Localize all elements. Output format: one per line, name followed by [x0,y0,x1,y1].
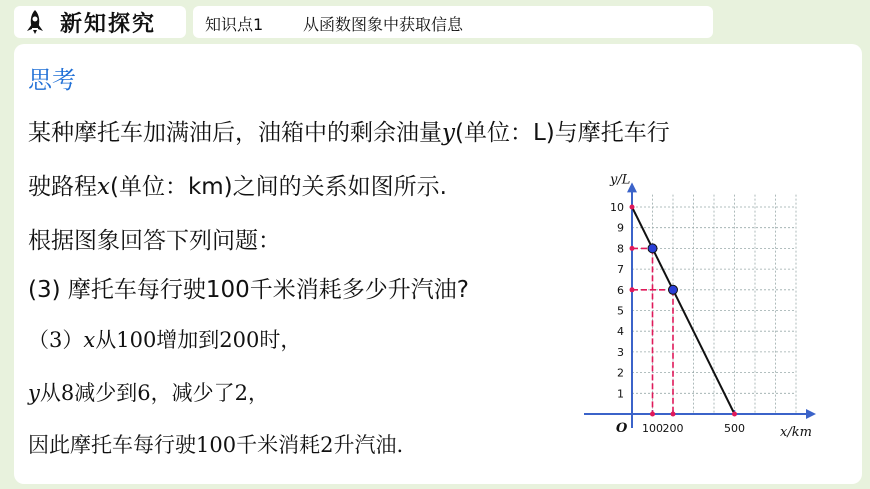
header [0,0,870,44]
function-graph [562,174,822,454]
solution-text: 从8减少到6，减少了2， [39,381,269,405]
solution-line-1 [28,324,301,354]
variable-x: x [83,328,96,352]
solution-line-2 [28,377,269,407]
y-axis-label: y/L [610,174,631,188]
x-tick-label: 500 [724,422,745,435]
problem-line-3: 根据图象回答下列问题： [28,228,281,254]
x-axis-label: x/km [780,425,812,440]
variable-x: x [97,174,110,200]
origin-label: O [616,421,628,436]
variable-y: y [28,381,40,405]
problem-text: 某种摩托车加满油后，油箱中的剩余油量 [28,120,442,146]
y-tick-label: 6 [617,283,624,297]
y-tick-label: 2 [617,366,624,380]
x-tick-label: 100 [642,422,663,435]
y-tick-label: 7 [617,263,624,277]
endpoint-marker [732,412,737,417]
y-tick-label: 5 [617,304,624,318]
x-axis-arrow [806,409,816,419]
solution-text: 从100增加到200时， [95,328,302,352]
solution-line-3: 因此摩托车每行驶100千米消耗2升汽油. [28,433,404,457]
topic-text: 从函数图象中获取信息 [303,15,464,34]
x-marker [650,412,655,417]
y-tick-label: 8 [617,242,624,256]
problem-text: (单位：L)与摩托车行 [455,120,670,146]
think-label: 思考 [28,66,76,94]
endpoint-marker [630,205,635,210]
question-3: (3) 摩托车每行驶100千米消耗多少升汽油? [28,277,469,303]
rocket-icon [22,9,48,35]
problem-line-2 [28,168,447,201]
section-title: 新知探究 [60,12,157,37]
problem-text: 驶路程 [28,174,97,200]
x-marker [671,412,676,417]
highlight-point [669,285,678,294]
y-tick-label: 4 [617,325,624,339]
topic-bar [193,6,713,38]
y-marker [630,246,635,251]
y-tick-label: 1 [617,387,624,401]
problem-line-1 [28,114,670,147]
y-marker [630,287,635,292]
solution-text: （3） [28,328,84,352]
series-line [632,207,735,414]
problem-text: (单位：km)之间的关系如图所示. [109,174,447,200]
y-tick-label: 3 [617,345,624,359]
content-panel [14,44,862,484]
highlight-point [648,244,657,253]
y-tick-label: 10 [610,201,624,214]
y-tick-label: 9 [617,221,624,235]
x-tick-label: 200 [662,422,684,435]
variable-y: y [442,120,455,146]
topic-label: 知识点1 [205,15,264,34]
